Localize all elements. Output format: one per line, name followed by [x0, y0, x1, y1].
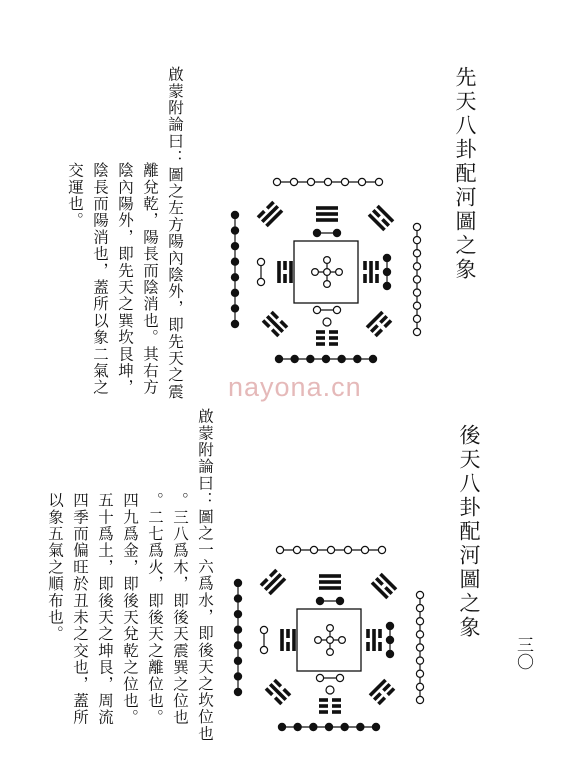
- d2-trigram-bottom-line: [332, 704, 341, 708]
- d2-left-column-dot: [234, 595, 241, 602]
- section-2-col-5: 五十爲土，即後天之坤艮，周流: [96, 492, 114, 726]
- d2-bottom-row-dot: [357, 723, 364, 730]
- d2-inner-right-dot: [386, 636, 393, 643]
- d2-bottom-row-dot: [372, 723, 379, 730]
- d2-trigram-top: [319, 574, 341, 590]
- d2-trigram-top-line: [319, 586, 341, 590]
- d2-centre-dot: [327, 625, 334, 632]
- d2-trigram-right-line: [366, 629, 370, 638]
- d2-right-column-dot: [416, 618, 423, 625]
- d2-right-column-dot: [416, 631, 423, 638]
- section-2-col-6: 四季而偏旺於丑未之交也，蓋所: [71, 492, 89, 726]
- d2-inner-top-dot: [316, 597, 323, 604]
- d2-trigram-right-line: [366, 642, 370, 651]
- d2-trigram-right-line: [378, 629, 382, 638]
- d2-centre-dot: [339, 637, 346, 644]
- d2-left-column-dot: [234, 657, 241, 664]
- d2-trigram-left-line: [280, 629, 284, 651]
- d2-right-column-dot: [416, 657, 423, 664]
- d2-trigram-left-line: [292, 629, 296, 651]
- watermark: nayona.cn: [228, 372, 362, 402]
- d2-trigram-right: [366, 629, 382, 651]
- section-2-col-3: 。二七爲火，即後天之離位也。: [146, 492, 164, 726]
- d2-inner-top-dot: [336, 597, 343, 604]
- d2-left-column-dot: [234, 642, 241, 649]
- d2-left-column-dot: [234, 688, 241, 695]
- d2-top-row-dot: [327, 546, 334, 553]
- section-1-title: 先天八卦配河圖之象: [453, 66, 477, 282]
- d2-bottom-row-dot: [310, 723, 317, 730]
- d2-right-column-dot: [416, 683, 423, 690]
- d2-trigram-bottom-line: [319, 698, 328, 702]
- d2-trigram-top-left: [260, 569, 287, 596]
- d2-right-column-dot: [416, 591, 423, 598]
- d2-trigram-bottom-right: [369, 679, 396, 706]
- d2-left-column-dot: [234, 626, 241, 633]
- section-2-title: 後天八卦配河圖之象: [457, 424, 481, 640]
- d2-top-row-dot: [344, 546, 351, 553]
- d2-centre-dot: [315, 637, 322, 644]
- d2-trigram-right-line: [378, 642, 382, 651]
- d2-left-column-dot: [234, 673, 241, 680]
- d2-right-column-dot: [416, 605, 423, 612]
- d2-trigram-right-line: [372, 629, 376, 651]
- d2-inner-bottom-dot: [336, 674, 343, 681]
- section-1-col-2: 離兌乾，陽長而陰消也。其右方: [141, 162, 159, 396]
- section-1-col-4: 陰長而陽消也，蓋所以象二氣之: [91, 162, 109, 396]
- d2-trigram-bottom-line: [332, 698, 341, 702]
- d2-bottom-row-dot: [294, 723, 301, 730]
- d2-inner-right-dot: [386, 650, 393, 657]
- d2-trigram-left: [280, 629, 296, 651]
- d2-trigram-left-line: [286, 629, 290, 638]
- section-1-col-1: 啟蒙附論曰：圖之左方陽內陰外，即先天之震: [166, 66, 184, 400]
- d2-inner-bottom-dot: [316, 674, 323, 681]
- section-2-col-2: 。三八爲木，即後天震巽之位也: [171, 492, 189, 726]
- d2-bottom-row-dot: [278, 723, 285, 730]
- d2-lower-dot: [326, 686, 334, 694]
- d2-top-row-dot: [361, 546, 368, 553]
- d2-trigram-left-line: [286, 642, 290, 651]
- d2-top-row-dot: [310, 546, 317, 553]
- section-2-col-7: 以象五氣之順布也。: [46, 492, 64, 643]
- d2-inner-right-dot: [386, 622, 393, 629]
- d2-right-column-dot: [416, 644, 423, 651]
- d2-centre-dot: [327, 649, 334, 656]
- d2-right-column-dot: [416, 670, 423, 677]
- d2-trigram-bottom-line: [319, 704, 328, 708]
- d2-bottom-row-dot: [325, 723, 332, 730]
- section-2-col-1: 啟蒙附論曰：圖之一六爲水，即後天之坎位也: [196, 408, 214, 742]
- section-1-col-5: 交運也。: [66, 162, 84, 229]
- d2-left-column-dot: [234, 611, 241, 618]
- d2-inner-left-dot: [260, 646, 267, 653]
- d2-trigram-bottom-line: [332, 710, 341, 714]
- d2-trigram-bottom-left: [265, 679, 292, 706]
- d2-top-row-dot: [378, 546, 385, 553]
- d2-bottom-row-dot: [341, 723, 348, 730]
- d2-trigram-top-right: [371, 573, 398, 600]
- d2-trigram-bottom: [319, 698, 341, 714]
- page-number: 三〇: [513, 636, 533, 670]
- d2-trigram-top-line: [319, 574, 341, 578]
- d2-left-column-dot: [234, 579, 241, 586]
- d2-inner-left-dot: [260, 626, 267, 633]
- d2-top-row-dot: [276, 546, 283, 553]
- section-2-col-4: 四九爲金，即後天兌乾之位也。: [121, 492, 139, 726]
- d2-centre-dot: [327, 637, 334, 644]
- d2-trigram-bottom-line: [319, 710, 328, 714]
- section-1-col-3: 陰內陽外，即先天之巽坎艮坤，: [116, 162, 134, 396]
- d2-right-column-dot: [416, 696, 423, 703]
- d2-top-row-dot: [293, 546, 300, 553]
- d2-trigram-top-line: [319, 580, 341, 584]
